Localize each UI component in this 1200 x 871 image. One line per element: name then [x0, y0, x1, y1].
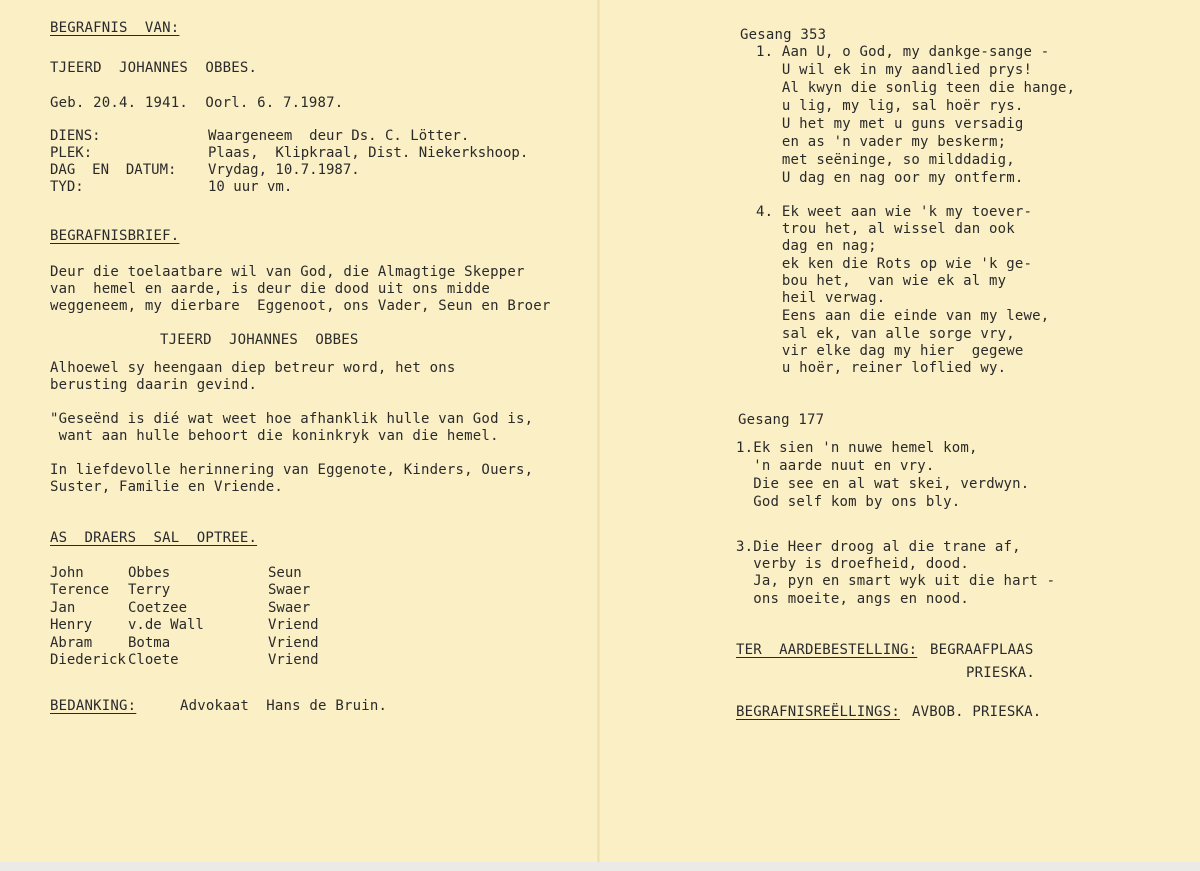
bearer-first: Terence: [50, 582, 110, 598]
bearer-last: v.de Wall: [128, 617, 204, 633]
brief-line: weggeneem, my dierbare Eggenoot, ons Vader, Seun en Broer: [50, 298, 551, 314]
bearer-last: Botma: [128, 635, 171, 651]
hymn-line: en as 'n vader my beskerm;: [756, 134, 1007, 150]
bearer-first: Jan: [50, 600, 76, 616]
bearer-last: Obbes: [128, 565, 171, 581]
heading-draers: AS DRAERS SAL OPTREE.: [50, 530, 258, 546]
hymn-line: God self kom by ons bly.: [736, 494, 961, 510]
aardebestelling-value-1: BEGRAAFPLAAS: [930, 642, 1034, 658]
bedanking-label: BEDANKING:: [50, 698, 137, 714]
bearer-last: Terry: [128, 582, 171, 598]
hymn-line: U dag en nag oor my ontferm.: [756, 170, 1024, 186]
hymn-line: 4. Ek weet aan wie 'k my toever-: [756, 204, 1033, 220]
gesang-353-title: Gesang 353: [740, 27, 827, 43]
bearer-last: Cloete: [128, 652, 179, 668]
alhoewel-line: berusting daarin gevind.: [50, 377, 258, 393]
bearer-first: John: [50, 565, 84, 581]
memory-line: In liefdevolle herinnering van Eggenote, Kinders, Ouers,: [50, 462, 534, 478]
brief-line: van hemel en aarde, is deur die dood uit ons midde: [50, 281, 491, 297]
bearer-relation: Vriend: [268, 635, 319, 651]
right-page: [600, 0, 1200, 871]
detail-value-plek: Plaas, Klipkraal, Dist. Niekerkshoop.: [208, 145, 529, 161]
hymn-line: ons moeite, angs en nood.: [736, 591, 969, 607]
bearer-first: Diederick: [50, 652, 126, 668]
deceased-name: TJEERD JOHANNES OBBES.: [50, 60, 258, 76]
bedanking-value: Advokaat Hans de Bruin.: [180, 698, 388, 714]
hymn-line: 1.Ek sien 'n nuwe hemel kom,: [736, 440, 978, 456]
hymn-line: sal ek, van alle sorge vry,: [756, 326, 1015, 342]
detail-value-dag-datum: Vrydag, 10.7.1987.: [208, 162, 360, 178]
bearer-relation: Seun: [268, 565, 302, 581]
hymn-line: Ja, pyn en smart wyk uit die hart -: [736, 573, 1056, 589]
bearer-last: Coetzee: [128, 600, 188, 616]
heading-begrafnisbrief: BEGRAFNISBRIEF.: [50, 228, 180, 244]
hymn-line: trou het, al wissel dan ook: [756, 221, 1015, 237]
hymn-line: dag en nag;: [756, 238, 877, 254]
hymn-line: bou het, van wie ek al my: [756, 273, 1007, 289]
hymn-line: ek ken die Rots op wie 'k ge-: [756, 256, 1033, 272]
detail-value-diens: Waargeneem deur Ds. C. Lötter.: [208, 128, 470, 144]
deceased-name-centered: TJEERD JOHANNES OBBES: [160, 332, 359, 348]
detail-label-plek: PLEK:: [50, 145, 93, 161]
begrafnisreellings-label: BEGRAFNISREËLLINGS:: [736, 704, 900, 720]
hymn-line: U wil ek in my aandlied prys!: [756, 62, 1033, 78]
brief-line: Deur die toelaatbare wil van God, die Almagtige Skepper: [50, 264, 525, 280]
bearer-first: Henry: [50, 617, 93, 633]
quote-line: want aan hulle behoort die koninkryk van die hemel.: [50, 428, 499, 444]
scan-edge: [0, 862, 1200, 871]
detail-label-tyd: TYD:: [50, 179, 84, 195]
detail-label-dag-datum: DAG EN DATUM:: [50, 162, 177, 178]
detail-value-tyd: 10 uur vm.: [208, 179, 293, 195]
detail-label-diens: DIENS:: [50, 128, 101, 144]
bearer-relation: Vriend: [268, 617, 319, 633]
hymn-line: verby is droefheid, dood.: [736, 556, 969, 572]
hymn-line: Die see en al wat skei, verdwyn.: [736, 476, 1030, 492]
hymn-line: heil verwag.: [756, 290, 886, 306]
hymn-line: Al kwyn die sonlig teen die hange,: [756, 80, 1076, 96]
left-page: [0, 0, 597, 871]
bearer-relation: Vriend: [268, 652, 319, 668]
hymn-line: 'n aarde nuut en vry.: [736, 458, 935, 474]
hymn-line: 3.Die Heer droog al die trane af,: [736, 539, 1021, 555]
hymn-line: u lig, my lig, sal hoër rys.: [756, 98, 1024, 114]
alhoewel-line: Alhoewel sy heengaan diep betreur word, het ons: [50, 360, 456, 376]
hymn-line: u hoër, reiner loflied wy.: [756, 360, 1007, 376]
aardebestelling-label: TER AARDEBESTELLING:: [736, 642, 918, 658]
bearer-relation: Swaer: [268, 582, 311, 598]
hymn-line: U het my met u guns versadig: [756, 116, 1024, 132]
bearer-first: Abram: [50, 635, 93, 651]
hymn-line: Eens aan die einde van my lewe,: [756, 308, 1050, 324]
gesang-177-title: Gesang 177: [738, 412, 825, 428]
hymn-line: vir elke dag my hier gegewe: [756, 343, 1024, 359]
heading-begrafnis-van: BEGRAFNIS VAN:: [50, 20, 180, 36]
begrafnisreellings-value: AVBOB. PRIESKA.: [912, 704, 1042, 720]
birth-death-dates: Geb. 20.4. 1941. Oorl. 6. 7.1987.: [50, 95, 344, 111]
bearer-relation: Swaer: [268, 600, 311, 616]
hymn-line: met seëninge, so milddadig,: [756, 152, 1015, 168]
memory-line: Suster, Familie en Vriende.: [50, 479, 283, 495]
hymn-line: 1. Aan U, o God, my dankge-sange -: [756, 44, 1050, 60]
quote-line: "Geseënd is dié wat weet hoe afhanklik hulle van God is,: [50, 411, 534, 427]
aardebestelling-value-2: PRIESKA.: [966, 665, 1036, 681]
